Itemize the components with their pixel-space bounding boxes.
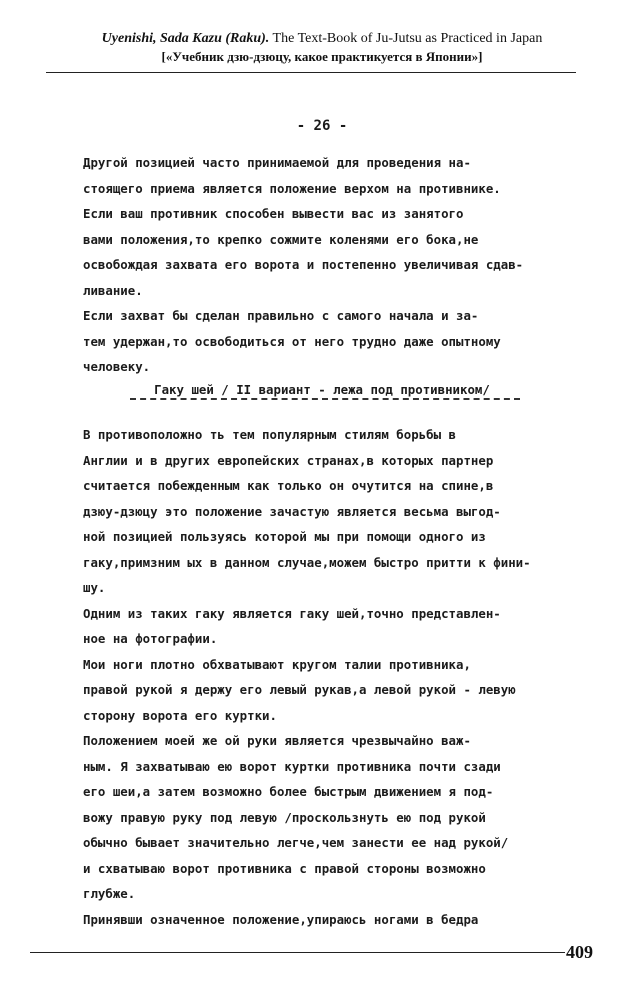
subtitle-underline (130, 398, 520, 400)
text-line: Одним из таких гаку является гаку шей,точно представлен- (83, 605, 501, 621)
text-line: В противоположно ть тем популярным стилям борьбы в (83, 427, 456, 442)
typescript-page-marker: - 26 - (296, 118, 348, 134)
footer-divider (30, 952, 565, 953)
text-line: считается побежденным как только он очутится на спине,в (83, 478, 494, 493)
text-line: Если ваш противник способен вывести вас из занятого (83, 206, 464, 221)
header-author: Uyenishi, Sada Kazu (Raku). (101, 31, 270, 46)
text-line: освобождая захвата его ворота и постепенно увеличивая сдав- (83, 257, 524, 272)
text-line: Мои ноги плотно обхватывают кругом талии противника, (83, 656, 471, 672)
text-line: дзюу-дзюцу это положение зачастую является весьма выгод- (83, 503, 501, 519)
text-block-2 (83, 422, 553, 932)
header-title: The Text-Book of Ju-Jutsu as Practiced in Japan (269, 31, 543, 46)
text-block-1 (83, 150, 553, 380)
text-line: его шеи,а затем возможно более быстрым движением я под- (83, 784, 494, 799)
text-line: гаку,примзним ых в данном случае,можем быстро притти к фини- (83, 554, 531, 570)
text-line: ным. Я захватываю ею ворот куртки противника почти сзади (83, 758, 501, 774)
text-line: шу. (83, 580, 106, 595)
text-line: вами положения,то крепко сожмите коленями его бока,не (83, 231, 479, 247)
text-line: ное на фотографии. (83, 631, 218, 646)
header-divider (46, 72, 576, 73)
text-line: ливание. (83, 282, 143, 298)
text-line: тем удержан,то освободиться от него трудно даже опытному (83, 333, 501, 349)
text-line: Принявши означенное положение,упираюсь ногами в бедра (83, 911, 479, 927)
text-line: Положением моей же ой руки является чрезвычайно важ- (83, 733, 471, 748)
text-line: ной позицией пользуясь которой мы при помощи одного из (83, 529, 486, 544)
text-line: и схватываю ворот противника с правой стороны возможно (83, 860, 486, 876)
text-line: правой рукой я держу его левый рукав,а левой рукой - левую (83, 682, 516, 697)
header-source-line (0, 30, 644, 48)
header-translation: [«Учебник дзю-дзюцу, какое практикуется в Японии»] (161, 49, 483, 64)
text-line: вожу правую руку под левую /проскользнуть ею под рукой (83, 809, 486, 825)
text-line: Англии и в других европейских странах,в которых партнер (83, 452, 494, 468)
text-line: обычно бывает значительно легче,чем занести ее над рукой/ (83, 835, 509, 850)
text-line: человеку. (83, 359, 151, 374)
text-line: стоящего приема является положение верхом на противнике. (83, 180, 501, 196)
page-number: 409 (566, 942, 593, 962)
document-header (0, 30, 644, 66)
text-line: Если захват бы сделан правильно с самого начала и за- (83, 308, 479, 323)
section-subtitle: Гаку шей / II вариант - лежа под противником/ (154, 382, 490, 397)
text-line: сторону ворота его куртки. (83, 707, 277, 723)
text-line: глубже. (83, 886, 136, 901)
text-line: Другой позицией часто принимаемой для проведения на- (83, 155, 471, 170)
